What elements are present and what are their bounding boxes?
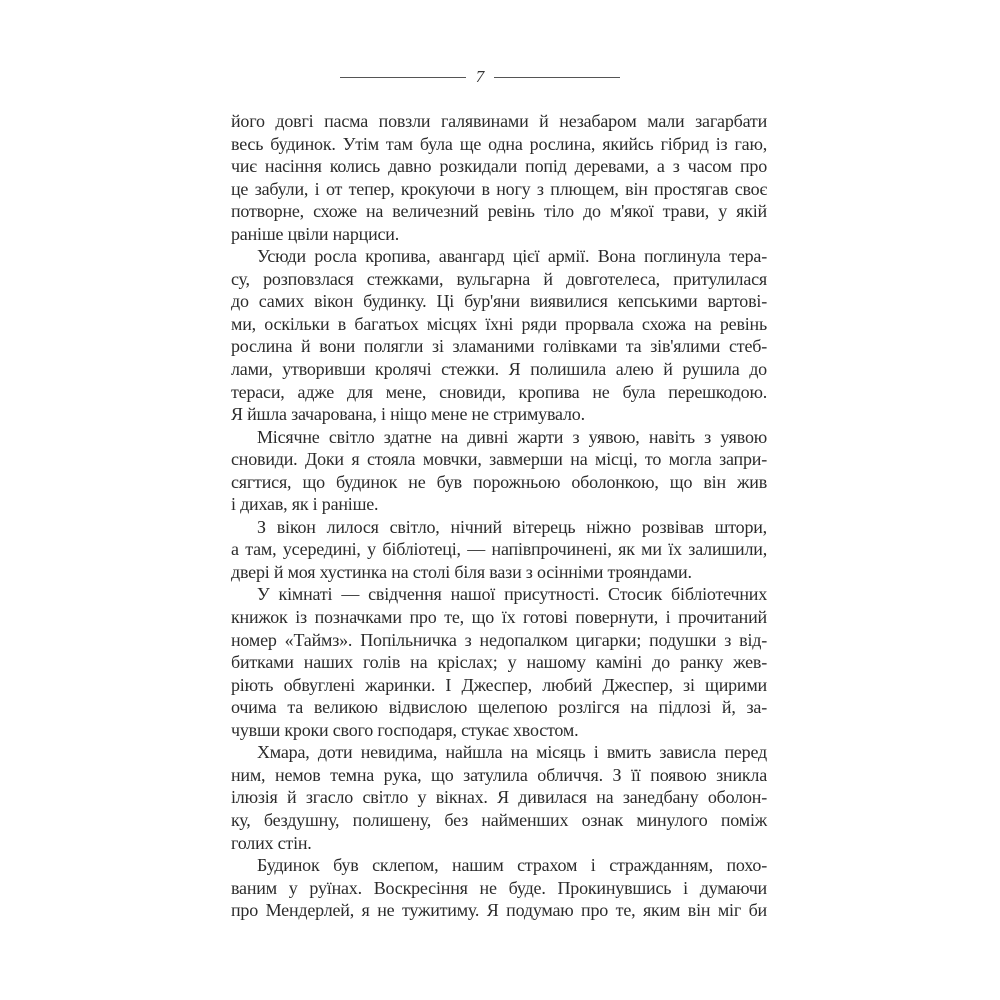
text-line: ілюзія й згасло світло у вікнах. Я дивилася на занедбану оболон- [231,787,767,808]
paragraph [231,583,767,741]
page-number: 7 [475,67,485,86]
text-line: потворне, схоже на величезний ревінь тіло до м'якої трави, у якій [231,201,767,222]
text-line: тераси, адже для мене, сновиди, кропива не була перешкодою. [231,381,767,402]
text-line: очима та великою відвислою щелепою розлігся на підлозі й, за- [231,697,767,718]
text-line: Місячне світло здатне на дивні жарти з уявою, навіть з уявою [257,426,767,447]
text-line: двері й моя хустинка на столі біля вази з осінніми трояндами. [231,561,692,582]
text-line: су, розповзлася стежками, вульгарна й довготелеса, притулилася [231,268,767,289]
text-line: раніше цвіли нарциси. [231,223,400,244]
header-rule-left [340,77,466,78]
text-line: чиє насіння колись давно розкидали попід деревами, а з часом про [231,156,767,177]
paragraph [231,516,767,584]
paragraph [231,854,767,922]
text-line: лами, утворивши кролячі стежки. Я полишила алею й рушила до [231,359,767,380]
text-line: і дихав, як і раніше. [231,494,379,515]
paragraph [231,426,767,516]
text-line: а там, усередині, у бібліотеці, — напівпрочинені, як ми їх залишили, [231,539,767,560]
text-line: У кімнаті — свідчення нашої присутності. Стосик бібліотечних [257,584,767,605]
body-text [231,110,767,922]
text-line: весь будинок. Утім там була ще одна рослина, якийсь гібрид із гаю, [231,133,767,154]
text-line: книжок із позначками про те, що їх готові повернути, і прочитаний [231,607,767,628]
text-line: З вікон лилося світло, нічний вітерець ніжно розвівав штори, [257,516,767,537]
running-header [340,66,620,90]
text-line: рослина й вони полягли зі зламаними голівками та зів'ялими стеб- [231,336,767,357]
text-line: його довгі пасма повзли галявинами й незабаром мали загарбати [231,111,767,131]
paragraph [231,110,767,245]
text-line: сягтися, що будинок не був порожньою оболонкою, що він жив [231,471,767,492]
header-rule-right [494,77,620,78]
text-line: до самих вікон будинку. Ці бур'яни виявилися кепськими вартові- [231,291,767,312]
text-line: ку, бездушну, полишену, без найменших ознак минулого поміж [231,809,767,830]
text-line: це забули, і от тепер, крокуючи в ногу з плющем, він простягав своє [231,178,767,199]
text-line: номер «Таймз». Попільничка з недопалком цигарки; подушки з від- [231,629,767,650]
text-line: ним, немов темна рука, що затулила обличчя. З її появою зникла [231,764,767,785]
text-line: Хмара, доти невидима, найшла на місяць і вмить зависла перед [257,742,767,763]
paragraph [231,741,767,854]
text-line: голих стін. [231,832,312,853]
paragraph [231,245,767,425]
text-line: ваним у руїнах. Воскресіння не буде. Прокинувшись і думаючи [231,877,767,898]
text-line: про Мендерлей, я не тужитиму. Я подумаю про те, яким він міг би [231,900,767,921]
text-line: Будинок був склепом, нашим страхом і стражданням, похо- [257,855,767,876]
text-line: битками наших голів на кріслах; у нашому каміні до ранку жев- [231,652,767,673]
text-line: Я йшла зачарована, і ніщо мене не стримувало. [231,404,585,425]
text-line: сновиди. Доки я стояла мовчки, завмерши на місці, то могла запри- [231,449,767,470]
text-line: Усюди росла кропива, авангард цієї армії. Вона поглинула тера- [257,246,767,267]
text-line: ми, оскільки в багатьох місцях їхні ряди прорвала схожа на ревінь [231,313,767,334]
text-line: чувши кроки свого господаря, стукає хвостом. [231,719,579,740]
text-line: ріють обвуглені жаринки. І Джеспер, любий Джеспер, зі щирими [231,674,767,695]
